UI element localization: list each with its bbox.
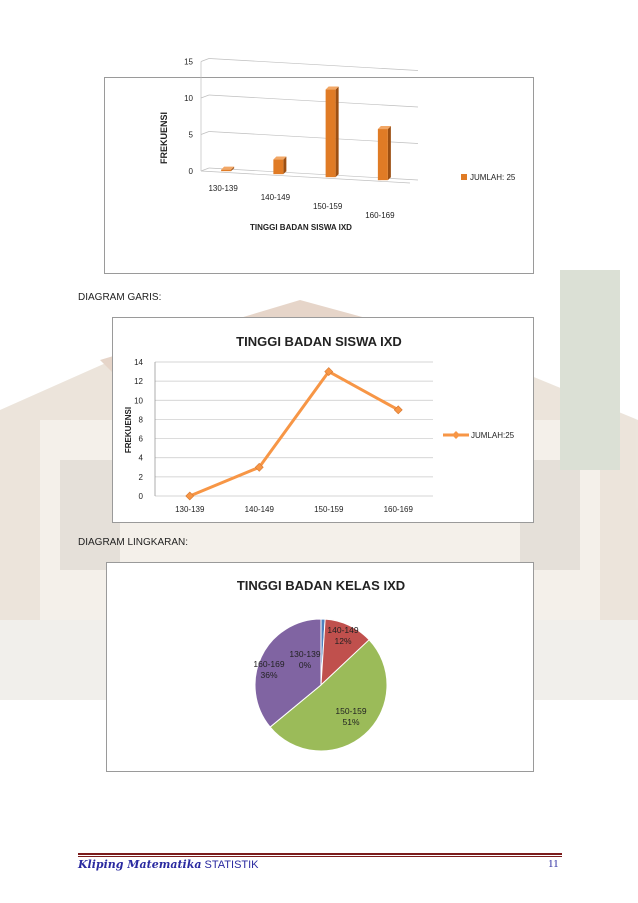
line-y-tick-label: 0 <box>138 492 143 501</box>
line-point <box>186 492 194 500</box>
line-legend-marker <box>452 431 460 439</box>
bar-gridline <box>209 95 418 107</box>
pie-slice-label: 150-159 <box>335 706 367 716</box>
pie-slice-label: 140-149 <box>327 625 359 635</box>
bar-x-axis-label: TINGGI BADAN SISWA IXD <box>250 223 352 232</box>
line-x-tick-label: 160-169 <box>383 505 413 514</box>
bar-chart <box>105 57 533 273</box>
bar-y-axis-label: FREKUENSI <box>159 111 169 165</box>
line-chart-title: TINGGI BADAN SISWA IXD <box>236 334 402 349</box>
pie-chart-panel <box>106 562 534 772</box>
footer-rule-thin <box>78 856 562 857</box>
bar-gridline-side <box>201 59 209 62</box>
bar-gridline-side <box>201 95 209 98</box>
bar-x-ticks <box>208 184 395 220</box>
footer-rule <box>78 853 562 855</box>
bar-mark <box>273 157 286 175</box>
line-x-tick-label: 150-159 <box>314 505 344 514</box>
bar-front <box>326 90 336 178</box>
line-y-tick-label: 6 <box>138 434 143 444</box>
caption-diagram-lingkaran: DIAGRAM LINGKARAN: <box>78 537 189 548</box>
bar-side <box>336 87 339 178</box>
line-chart-panel <box>112 317 534 523</box>
pie-slice-percent: 36% <box>260 670 278 680</box>
bar-legend-swatch <box>461 174 467 180</box>
bar-gridline <box>209 59 418 71</box>
line-y-tick-label: 8 <box>138 415 143 425</box>
line-y-tick-label: 12 <box>134 377 143 387</box>
pie-slice-percent: 0% <box>298 660 312 670</box>
bar-x-tick-label: 130-139 <box>208 184 238 193</box>
bar-gridline-side <box>201 168 209 171</box>
line-gridlines <box>155 362 433 496</box>
footer-brand-plain: STATISTIK <box>204 859 259 871</box>
bar-front <box>221 170 231 172</box>
footer-brand <box>78 858 259 871</box>
bar-x-tick-label: 150-159 <box>312 202 343 211</box>
bar-y-tick-label: 10 <box>184 94 193 103</box>
bar-gridline-side <box>201 132 209 135</box>
pie-slice-label: 130-139 <box>289 649 321 659</box>
line-series <box>190 372 399 496</box>
bar-x-tick-label: 140-149 <box>260 193 291 202</box>
pie-slice-percent: 12% <box>334 636 352 646</box>
bar-x-tick-label: 160-169 <box>365 211 395 220</box>
bar-front <box>273 160 283 175</box>
bar-y-tick-label: 5 <box>188 130 193 140</box>
bar-mark <box>221 167 234 172</box>
bar-mark <box>326 87 339 178</box>
page-number: 11 <box>548 858 559 870</box>
line-y-tick-label: 10 <box>134 396 143 406</box>
line-legend-label: JUMLAH:25 <box>471 431 515 440</box>
bar-side <box>388 126 391 180</box>
bar-y-tick-label: 15 <box>184 57 193 67</box>
footer-brand-script: Kliping Matematika <box>78 858 202 871</box>
line-x-tick-label: 140-149 <box>244 505 274 514</box>
line-y-ticks <box>134 358 143 501</box>
pie-slice-label: 160-169 <box>253 659 285 669</box>
line-y-tick-label: 4 <box>138 453 143 463</box>
bar-legend-label: JUMLAH: 25 <box>470 173 516 182</box>
line-y-axis-label: FREKUENSI <box>124 406 133 454</box>
pie-slices <box>255 619 387 751</box>
bar-chart-panel <box>104 57 534 274</box>
bar-mark <box>378 126 391 180</box>
pie-chart-title: TINGGI BADAN KELAS IXD <box>236 578 406 593</box>
bar-side <box>283 157 286 175</box>
caption-diagram-garis: DIAGRAM GARIS: <box>78 292 162 303</box>
line-y-tick-label: 14 <box>134 358 143 367</box>
line-x-tick-label: 130-139 <box>175 505 205 514</box>
line-y-tick-label: 2 <box>138 472 143 482</box>
line-chart <box>113 318 533 522</box>
bar-front <box>378 129 388 180</box>
line-marks <box>186 368 403 500</box>
bar-y-ticks <box>184 58 193 177</box>
pie-chart <box>107 563 533 771</box>
line-x-ticks <box>175 505 413 514</box>
pie-slice-percent: 51% <box>342 717 360 727</box>
bar-y-tick-label: 0 <box>188 167 193 176</box>
